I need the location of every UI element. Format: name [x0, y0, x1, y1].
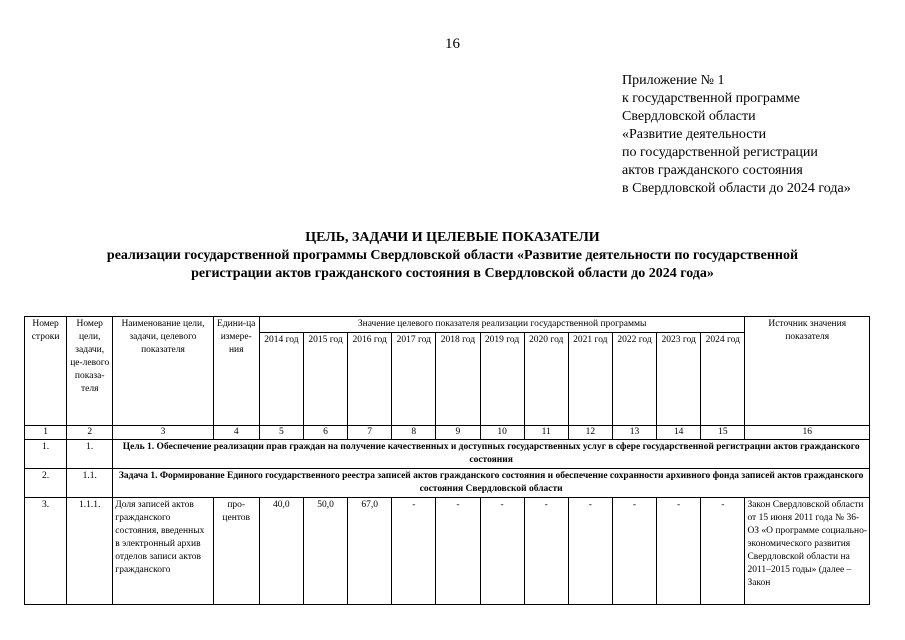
- indicator-row: [25, 498, 870, 605]
- indicator-value: -: [568, 498, 612, 605]
- indicator-value: 67,0: [348, 498, 392, 605]
- appendix-line: к государственной программе: [622, 91, 800, 106]
- header-year: 2014 год: [259, 333, 303, 426]
- indicator-value: -: [701, 498, 745, 605]
- header-year: 2021 год: [568, 333, 612, 426]
- indicators-table: [24, 316, 870, 605]
- header-year: 2019 год: [480, 333, 524, 426]
- header-year: 2017 год: [392, 333, 436, 426]
- header-year: 2023 год: [657, 333, 701, 426]
- column-number: 4: [213, 426, 259, 440]
- header-year: 2020 год: [524, 333, 568, 426]
- document-title: [0, 229, 905, 283]
- indicator-value: 40,0: [259, 498, 303, 605]
- header-year: 2022 год: [612, 333, 656, 426]
- indicator-source: Закон Свердловской области от 15 июня 2011 года № 36-ОЗ «О программе социально-экономического развития Свердловской области на 2011–2015 годы» (далее – Закон: [745, 498, 870, 605]
- column-number: 7: [348, 426, 392, 440]
- row-number: 3.: [25, 498, 67, 605]
- indicator-value: -: [436, 498, 480, 605]
- column-number: 10: [480, 426, 524, 440]
- appendix-line: «Развитие деятельности: [622, 127, 767, 142]
- indicator-value: -: [524, 498, 568, 605]
- column-number: 12: [568, 426, 612, 440]
- header-goal-number: Номер цели, задачи, це-левого показа-теля: [67, 317, 113, 426]
- column-number-row: [25, 426, 870, 440]
- title-line-1: ЦЕЛЬ, ЗАДАЧИ И ЦЕЛЕВЫЕ ПОКАЗАТЕЛИ: [305, 230, 600, 245]
- indicator-value: 50,0: [303, 498, 347, 605]
- goal-row: [25, 440, 870, 469]
- header-value-group: Значение целевого показателя реализации государственной программы: [259, 317, 745, 333]
- task-row: [25, 469, 870, 498]
- header-name: Наименование цели, задачи, целевого показателя: [113, 317, 213, 426]
- indicator-number: 1.1.1.: [67, 498, 113, 605]
- row-number: 1.: [25, 440, 67, 469]
- column-number: 16: [745, 426, 870, 440]
- indicator-value: -: [657, 498, 701, 605]
- indicator-unit: про-центов: [213, 498, 259, 605]
- indicator-value: -: [612, 498, 656, 605]
- column-number: 5: [259, 426, 303, 440]
- task-text: Задача 1. Формирование Единого государственного реестра записей актов гражданского состояния и обеспечение сохранности архивного фонда записей актов гражданского состояния Свердловской области: [113, 469, 870, 498]
- column-number: 14: [657, 426, 701, 440]
- task-number: 1.1.: [67, 469, 113, 498]
- appendix-block: [622, 72, 851, 198]
- header-row-number: Номер строки: [25, 317, 67, 426]
- indicator-name: Доля записей актов гражданского состояния, введенных в электронный архив отделов записи актов гражданского: [113, 498, 213, 605]
- header-year: 2016 год: [348, 333, 392, 426]
- column-number: 13: [612, 426, 656, 440]
- appendix-line: Приложение № 1: [622, 73, 725, 88]
- title-line-2: реализации государственной программы Свердловской области «Развитие деятельности по государственной: [106, 248, 799, 263]
- header-source: Источник значения показателя: [745, 317, 870, 426]
- column-number: 1: [25, 426, 67, 440]
- column-number: 3: [113, 426, 213, 440]
- header-year: 2015 год: [303, 333, 347, 426]
- column-number: 6: [303, 426, 347, 440]
- appendix-line: актов гражданского состояния: [622, 163, 803, 178]
- column-number: 8: [392, 426, 436, 440]
- appendix-line: по государственной регистрации: [622, 145, 818, 160]
- appendix-line: Свердловской области: [622, 109, 756, 124]
- header-unit: Едини-ца измере-ния: [213, 317, 259, 426]
- header-year: 2024 год: [701, 333, 745, 426]
- page-number: 16: [445, 36, 460, 52]
- column-number: 15: [701, 426, 745, 440]
- indicator-value: -: [480, 498, 524, 605]
- title-line-3: регистрации актов гражданского состояния в Свердловской области до 2024 года»: [191, 266, 714, 281]
- goal-number: 1.: [67, 440, 113, 469]
- goal-text: Цель 1. Обеспечение реализации прав граждан на получение качественных и доступных государственных услуг в сфере государственной регистрации актов гражданского состояния: [113, 440, 870, 469]
- column-number: 11: [524, 426, 568, 440]
- indicator-value: -: [392, 498, 436, 605]
- column-number: 2: [67, 426, 113, 440]
- row-number: 2.: [25, 469, 67, 498]
- column-number: 9: [436, 426, 480, 440]
- appendix-line: в Свердловской области до 2024 года»: [622, 181, 851, 196]
- header-year: 2018 год: [436, 333, 480, 426]
